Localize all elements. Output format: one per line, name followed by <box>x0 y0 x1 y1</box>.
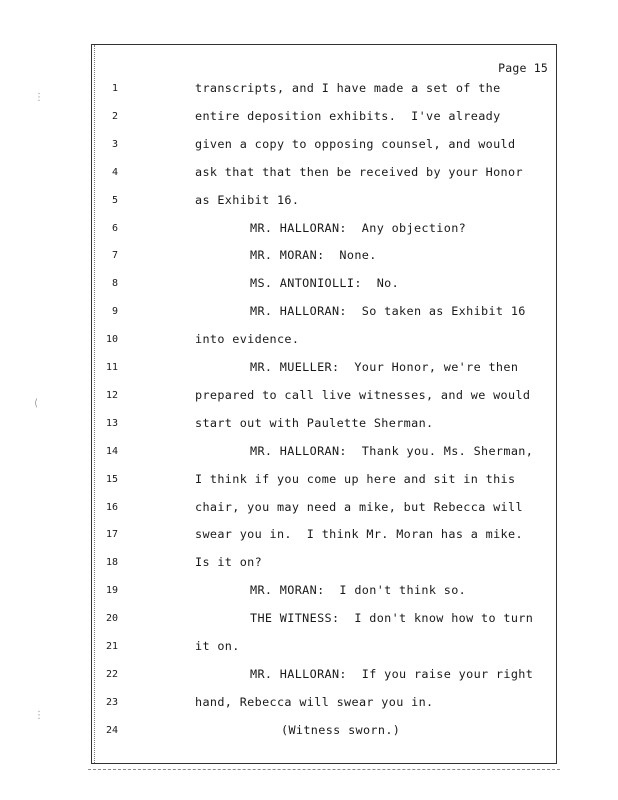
transcript-line <box>92 109 556 129</box>
line-number: 13 <box>105 417 118 429</box>
line-text: (Witness sworn.) <box>281 722 401 737</box>
transcript-line <box>92 527 556 547</box>
transcript-line <box>92 248 556 268</box>
page-number: Page 15 <box>498 61 548 75</box>
line-text: MS. ANTONIOLLI: No. <box>250 276 400 291</box>
transcript-line <box>92 388 556 408</box>
line-text: MR. HALLORAN: If you raise your right <box>250 666 534 681</box>
bottom-rule <box>88 769 560 770</box>
transcript-line <box>92 276 556 296</box>
margin-mark: ⋮ <box>34 92 44 103</box>
line-text: MR. HALLORAN: So taken as Exhibit 16 <box>250 304 526 319</box>
line-text: into evidence. <box>195 332 300 347</box>
transcript-page <box>91 44 557 764</box>
line-number: 14 <box>105 445 118 457</box>
line-number: 1 <box>111 83 118 94</box>
transcript-line <box>92 667 556 687</box>
line-text: given a copy to opposing counsel, and would <box>195 136 516 151</box>
line-number: 22 <box>105 668 118 680</box>
line-text: ask that that then be received by your Honor <box>195 164 523 179</box>
transcript-line <box>92 472 556 492</box>
line-text: start out with Paulette Sherman. <box>195 415 434 430</box>
transcript-line <box>92 360 556 380</box>
line-number: 7 <box>111 250 118 262</box>
line-text: MR. MUELLER: Your Honor, we're then <box>250 360 519 374</box>
line-number: 4 <box>111 166 118 178</box>
transcript-line <box>92 332 556 352</box>
margin-mark: ⋮ <box>34 710 44 721</box>
line-number: 21 <box>105 641 118 652</box>
line-number: 11 <box>105 362 118 373</box>
transcript-line <box>92 555 556 575</box>
transcript-line <box>92 81 556 101</box>
line-number: 12 <box>105 389 118 401</box>
line-text: hand, Rebecca will swear you in. <box>195 694 434 709</box>
line-text: as Exhibit 16. <box>195 192 300 207</box>
line-text: THE WITNESS: I don't know how to turn <box>250 611 534 626</box>
transcript-line <box>92 304 556 324</box>
line-number: 23 <box>105 696 118 708</box>
line-number: 8 <box>111 278 118 290</box>
line-number: 9 <box>111 306 118 318</box>
line-text: it on. <box>195 639 240 653</box>
line-number: 18 <box>105 557 118 569</box>
line-text: Is it on? <box>195 555 263 570</box>
line-text: transcripts, and I have made a set of the <box>195 81 501 95</box>
transcript-line <box>92 723 556 743</box>
transcript-line <box>92 137 556 157</box>
transcript-line <box>92 193 556 213</box>
line-text: swear you in. I think Mr. Moran has a mike. <box>195 527 523 542</box>
line-text: prepared to call live witnesses, and we would <box>195 387 531 402</box>
line-text: MR. MORAN: I don't think so. <box>250 583 467 598</box>
line-number: 15 <box>105 473 118 485</box>
transcript-line <box>92 500 556 520</box>
transcript-line <box>92 221 556 241</box>
line-number: 5 <box>111 194 118 206</box>
line-text: MR. HALLORAN: Any objection? <box>250 220 467 235</box>
line-number: 19 <box>105 585 118 597</box>
line-number: 2 <box>111 110 118 122</box>
line-number: 3 <box>111 138 118 150</box>
line-number: 24 <box>105 724 118 736</box>
transcript-line <box>92 165 556 185</box>
line-number: 10 <box>105 334 118 346</box>
line-text: MR. HALLORAN: Thank you. Ms. Sherman, <box>250 443 534 458</box>
transcript-line <box>92 416 556 436</box>
line-text: I think if you come up here and sit in this <box>195 471 516 486</box>
transcript-line <box>92 639 556 659</box>
line-text: entire deposition exhibits. I've already <box>195 108 501 123</box>
transcript-line <box>92 444 556 464</box>
line-number: 16 <box>105 501 118 513</box>
transcript-line <box>92 695 556 715</box>
line-text: chair, you may need a mike, but Rebecca will <box>195 499 523 514</box>
line-number: 20 <box>105 613 118 625</box>
line-number: 6 <box>111 222 118 234</box>
transcript-line <box>92 583 556 603</box>
margin-mark: ⟨ <box>34 398 38 409</box>
line-number: 17 <box>105 529 118 541</box>
transcript-line <box>92 611 556 631</box>
line-text: MR. MORAN: None. <box>250 248 377 263</box>
